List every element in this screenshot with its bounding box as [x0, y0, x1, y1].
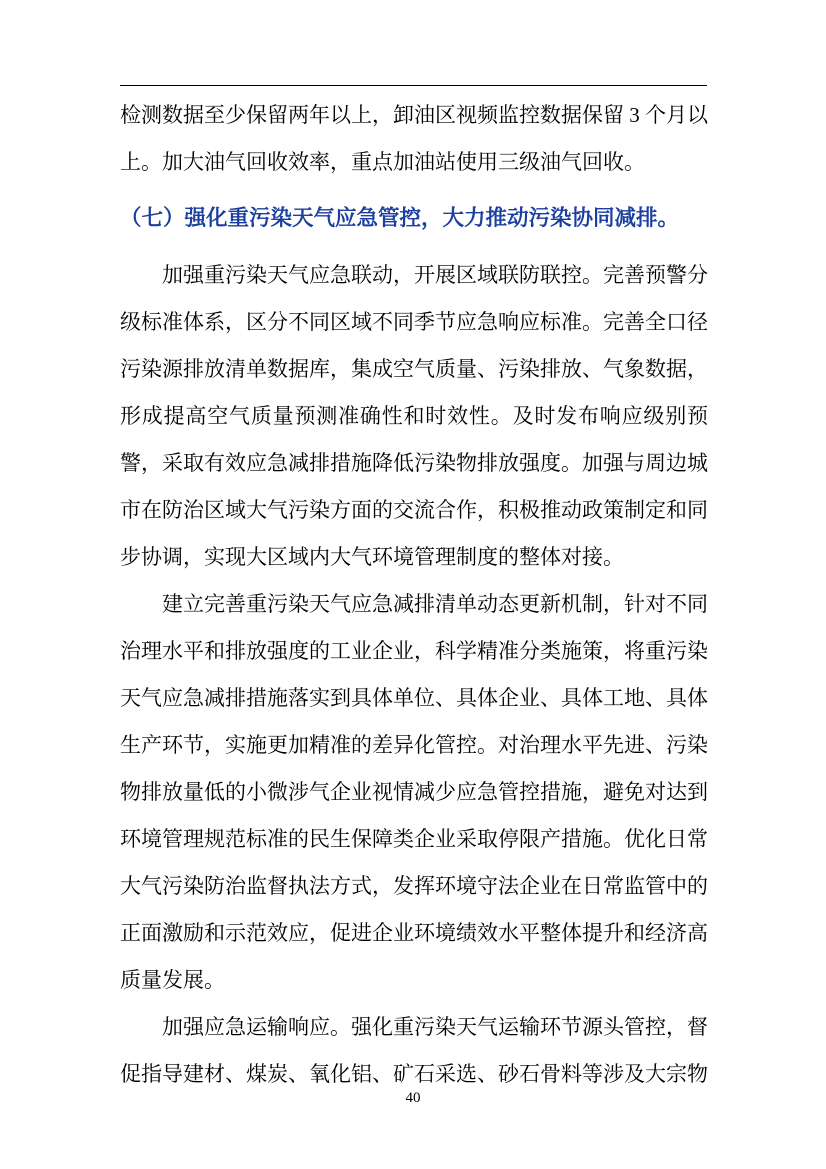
section-heading: （七）强化重污染天气应急管控，大力推动污染协同减排。 — [120, 206, 680, 230]
paragraph-continuation: 检测数据至少保留两年以上，卸油区视频监控数据保留 3 个月以上。加大油气回收效率，重点加油站使用三级油气回收。 — [120, 103, 708, 174]
page-number: 40 — [405, 1090, 421, 1106]
document-body — [120, 92, 708, 1098]
paragraph: 加强应急运输响应。强化重污染天气运输环节源头管控，督促指导建材、煤炭、氧化铝、矿石采选、砂石骨料等涉及大宗物 — [120, 1015, 708, 1086]
paragraph: 加强重污染天气应急联动，开展区域联防联控。完善预警分级标准体系，区分不同区域不同季节应急响应标准。完善全口径污染源排放清单数据库，集成空气质量、污染排放、气象数据，形成提高空气质量预测准确性和时效性。及时发布响应级别预警，采取有效应急减排措施降低污染物排放强度。加强与周边城市在防治区域大气污染方面的交流合作，积极推动政策制定和同步协调，实现大区域内大气环境管理制度的整体对接。 — [120, 263, 708, 569]
paragraph: 建立完善重污染天气应急减排清单动态更新机制，针对不同治理水平和排放强度的工业企业，科学精准分类施策，将重污染天气应急减排措施落实到具体单位、具体企业、具体工地、具体生产环节，实施更加精准的差异化管控。对治理水平先进、污染物排放量低的小微涉气企业视情减少应急管控措施，避免对达到环境管理规范标准的民生保障类企业采取停限产措施。优化日常大气污染防治监督执法方式，发挥环境守法企业在日常监管中的正面激励和示范效应，促进企业环境绩效水平整体提升和经济高质量发展。 — [120, 592, 708, 992]
header-divider — [120, 85, 707, 86]
